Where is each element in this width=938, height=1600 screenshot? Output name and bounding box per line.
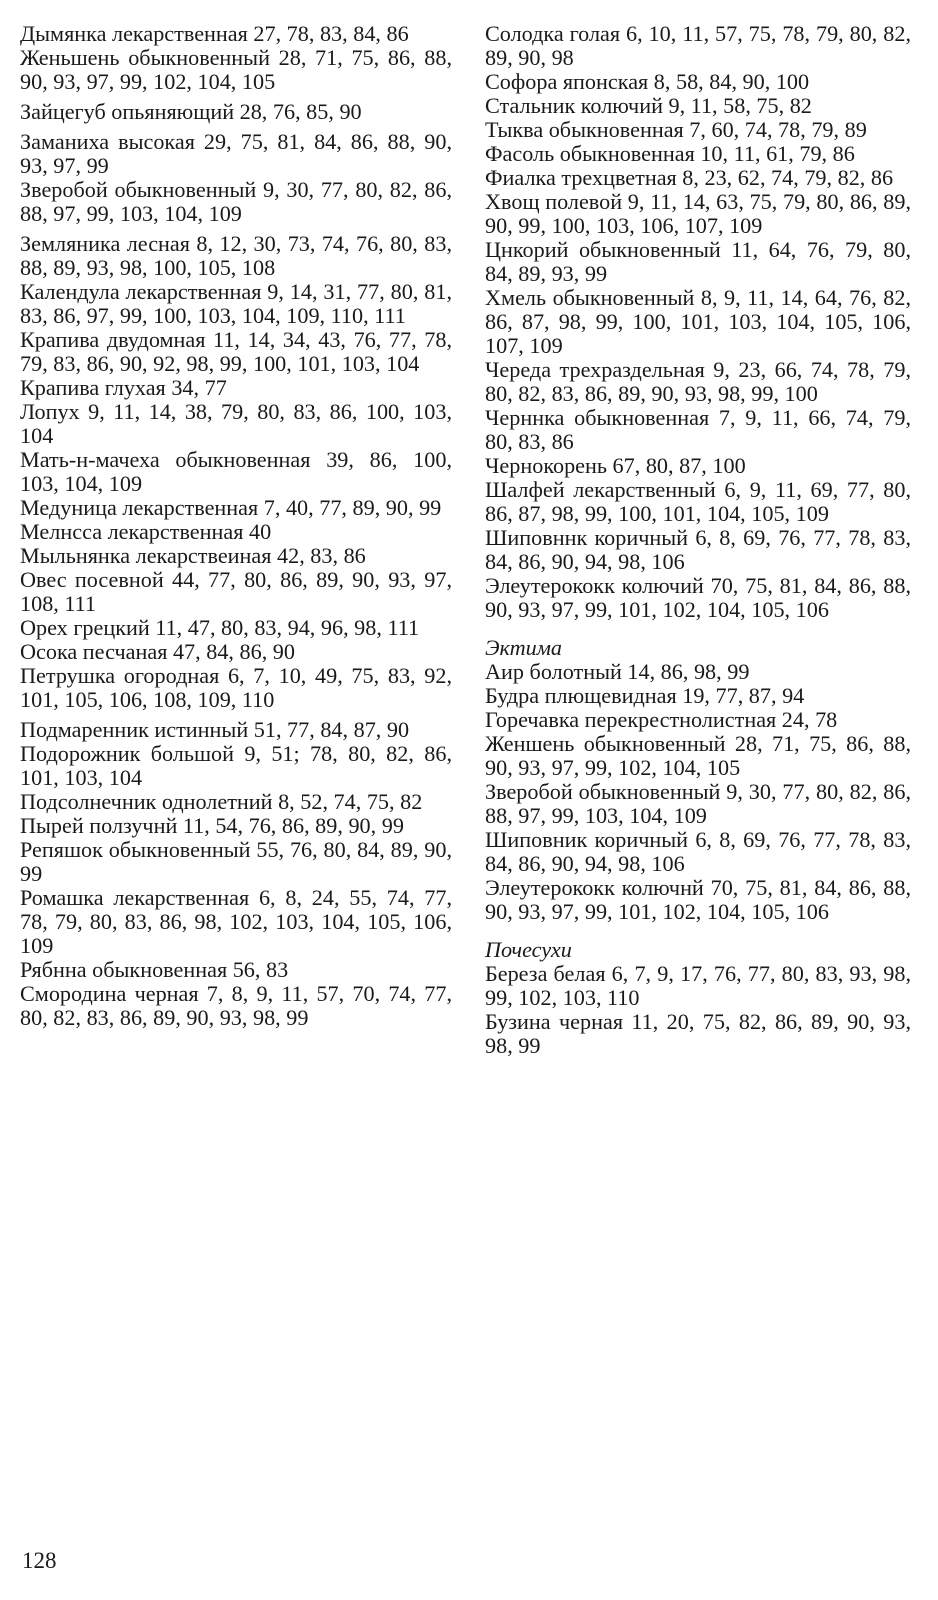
index-entry: Элеутерококк колючнй 70, 75, 81, 84, 86, 88, 90, 93, 97, 99, 101, 102, 104, 105, 106 (485, 875, 911, 924)
index-entry: Шалфей лекарственный 6, 9, 11, 69, 77, 80, 86, 87, 98, 99, 100, 101, 104, 105, 109 (485, 477, 911, 526)
index-entry: Софора японская 8, 58, 84, 90, 100 (485, 69, 810, 94)
index-entry: Календула лекарственная 9, 14, 31, 77, 80, 81, 83, 86, 97, 99, 100, 103, 104, 109, 110, 111 (20, 279, 452, 328)
index-entry: Стальник колючий 9, 11, 58, 75, 82 (485, 93, 812, 118)
index-entry: Хвощ полевой 9, 11, 14, 63, 75, 79, 80, 86, 89, 90, 99, 100, 103, 106, 107, 109 (485, 189, 911, 238)
index-entry: Овес посевной 44, 77, 80, 86, 89, 90, 93, 97, 108, 111 (20, 567, 452, 616)
index-entry: Хмель обыкновенный 8, 9, 11, 14, 64, 76, 82, 86, 87, 98, 99, 100, 101, 103, 104, 105, 106, 107, 109 (485, 285, 911, 358)
index-entry: Женшень обыкновенный 28, 71, 75, 86, 88, 90, 93, 97, 99, 102, 104, 105 (485, 731, 911, 780)
index-entry: Ромашка лекарственная 6, 8, 24, 55, 74, 77, 78, 79, 80, 83, 86, 98, 102, 103, 104, 105, 106, 109 (20, 885, 452, 958)
index-entry: Лопух 9, 11, 14, 38, 79, 80, 83, 86, 100, 103, 104 (20, 399, 452, 448)
index-entry: Солодка голая 6, 10, 11, 57, 75, 78, 79, 80, 82, 89, 90, 98 (485, 21, 911, 70)
index-entry: Пырей ползучнй 11, 54, 76, 86, 89, 90, 99 (20, 813, 404, 838)
index-entry: Мыльнянка лекарствеиная 42, 83, 86 (20, 543, 366, 568)
index-entry: Женьшень обыкновенный 28, 71, 75, 86, 88, 90, 93, 97, 99, 102, 104, 105 (20, 45, 452, 94)
index-entry: Череда трехраздельная 9, 23, 66, 74, 78, 79, 80, 82, 83, 86, 89, 90, 93, 98, 99, 100 (485, 357, 911, 406)
index-entry: Тыква обыкновенная 7, 60, 74, 78, 79, 89 (485, 117, 867, 142)
index-entry: Аир болотный 14, 86, 98, 99 (485, 659, 750, 684)
index-entry: Элеутерококк колючий 70, 75, 81, 84, 86, 88, 90, 93, 97, 99, 101, 102, 104, 105, 106 (485, 573, 911, 622)
index-entry: Зайцегуб опьяняющий 28, 76, 85, 90 (20, 99, 362, 124)
index-entry: Осока песчаная 47, 84, 86, 90 (20, 639, 295, 664)
section-heading: Почесухи (485, 937, 572, 962)
index-entry: Смородина черная 7, 8, 9, 11, 57, 70, 74, 77, 80, 82, 83, 86, 89, 90, 93, 98, 99 (20, 981, 452, 1030)
index-entry: Шиповннк коричный 6, 8, 69, 76, 77, 78, 83, 84, 86, 90, 94, 98, 106 (485, 525, 911, 574)
page-number: 128 (22, 1548, 57, 1573)
index-column-right (485, 22, 911, 1058)
index-entry: Фиалка трехцветная 8, 23, 62, 74, 79, 82, 86 (485, 165, 894, 190)
index-entry: Рябнна обыкновенная 56, 83 (20, 957, 289, 982)
index-entry: Подорожник большой 9, 51; 78, 80, 82, 86, 101, 103, 104 (20, 741, 452, 790)
index-entry: Шиповник коричный 6, 8, 69, 76, 77, 78, 83, 84, 86, 90, 94, 98, 106 (485, 827, 911, 876)
index-entry: Медуница лекарственная 7, 40, 77, 89, 90, 99 (20, 495, 442, 520)
index-entry: Петрушка огородная 6, 7, 10, 49, 75, 83, 92, 101, 105, 106, 108, 109, 110 (20, 663, 452, 712)
index-entry: Зверобой обыкновенный 9, 30, 77, 80, 82, 86, 88, 97, 99, 103, 104, 109 (20, 177, 452, 226)
index-entry: Бузина черная 11, 20, 75, 82, 86, 89, 90, 93, 98, 99 (485, 1009, 911, 1058)
section-heading: Эктима (485, 635, 562, 660)
index-entry: Мелнсса лекарственная 40 (20, 519, 272, 544)
index-entry: Крапива глухая 34, 77 (20, 375, 227, 400)
index-entry: Подсолнечник однолетний 8, 52, 74, 75, 82 (20, 789, 423, 814)
index-entry: Орех грецкий 11, 47, 80, 83, 94, 96, 98, 111 (20, 615, 420, 640)
index-entry: Репяшок обыкновенный 55, 76, 80, 84, 89, 90, 99 (20, 837, 452, 886)
index-entry: Заманиха высокая 29, 75, 81, 84, 86, 88, 90, 93, 97, 99 (20, 129, 452, 178)
index-entry: Подмаренник истинный 51, 77, 84, 87, 90 (20, 717, 410, 742)
index-entry: Фасоль обыкновенная 10, 11, 61, 79, 86 (485, 141, 855, 166)
index-column-left (20, 22, 452, 1030)
index-entry: Дымянка лекарственная 27, 78, 83, 84, 86 (20, 21, 409, 46)
index-entry: Земляника лесная 8, 12, 30, 73, 74, 76, 80, 83, 88, 89, 93, 98, 100, 105, 108 (20, 231, 452, 280)
index-entry: Зверобой обыкновенный 9, 30, 77, 80, 82, 86, 88, 97, 99, 103, 104, 109 (485, 779, 911, 828)
index-entry: Мать-н-мачеха обыкновенная 39, 86, 100, 103, 104, 109 (20, 447, 452, 496)
index-entry: Черннка обыкновенная 7, 9, 11, 66, 74, 79, 80, 83, 86 (485, 405, 911, 454)
index-entry: Цнкорий обыкновенный 11, 64, 76, 79, 80, 84, 89, 93, 99 (485, 237, 911, 286)
index-entry: Горечавка перекрестнолистная 24, 78 (485, 707, 838, 732)
index-entry: Крапива двудомная 11, 14, 34, 43, 76, 77, 78, 79, 83, 86, 90, 92, 98, 99, 100, 101, 103, 104 (20, 327, 452, 376)
index-entry: Будра плющевидная 19, 77, 87, 94 (485, 683, 805, 708)
index-entry: Чернокорень 67, 80, 87, 100 (485, 453, 746, 478)
index-entry: Береза белая 6, 7, 9, 17, 76, 77, 80, 83, 93, 98, 99, 102, 103, 110 (485, 961, 911, 1010)
